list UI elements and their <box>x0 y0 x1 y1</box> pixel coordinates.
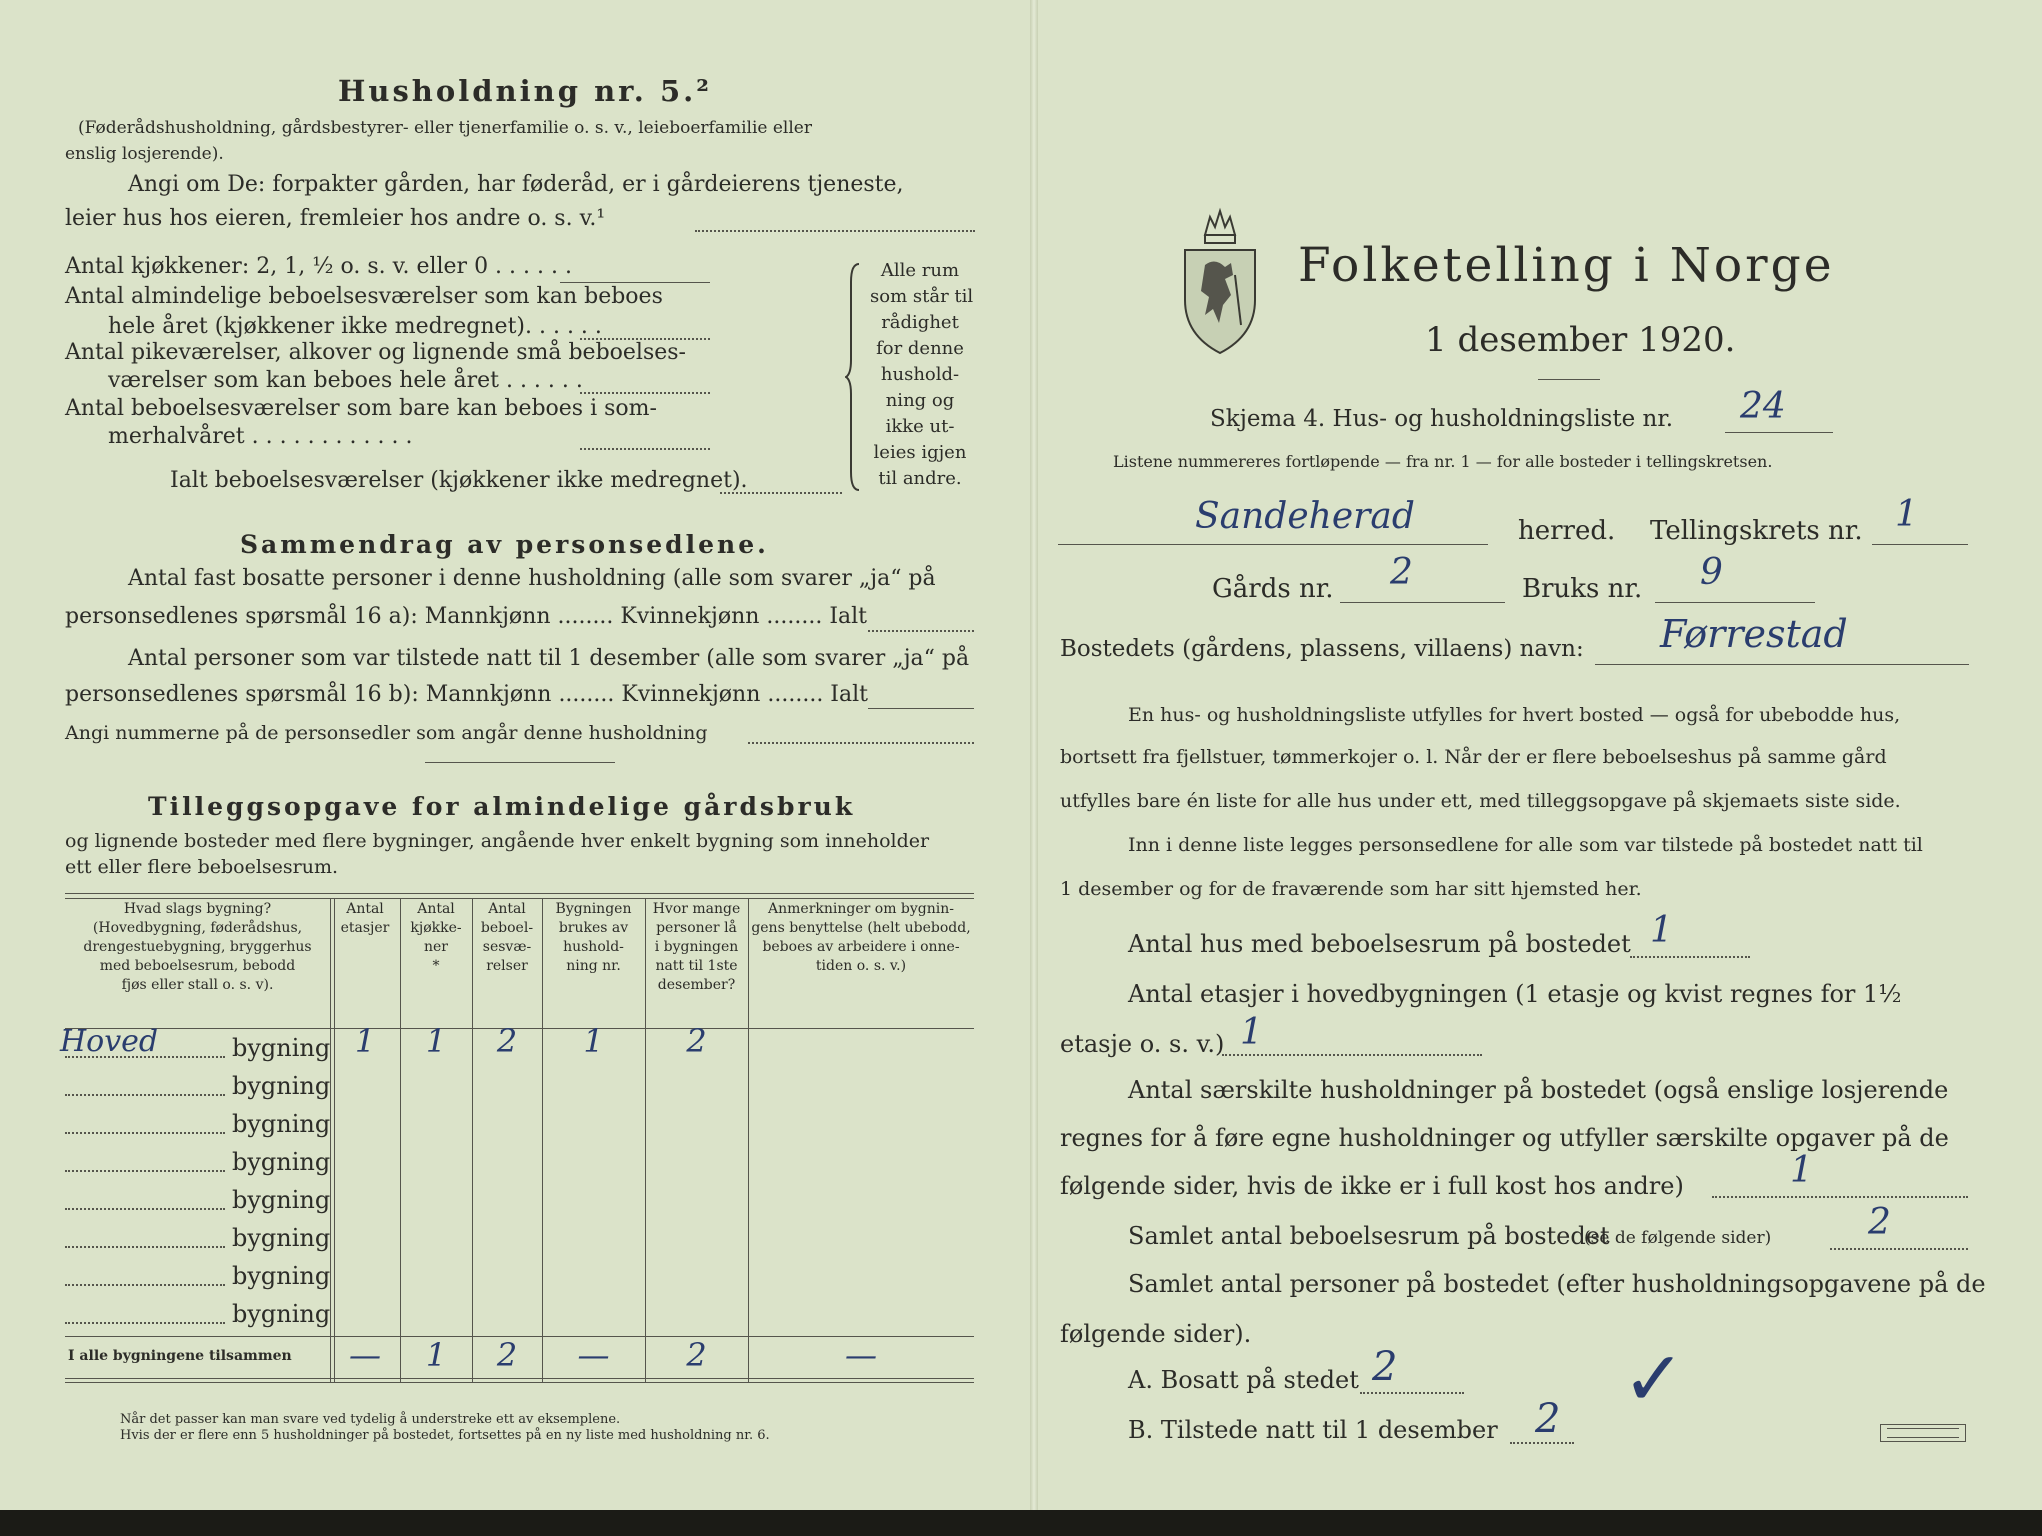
saerskilte-line2: regnes for å føre egne husholdninger og utfyller særskilte opgaver på de <box>1060 1124 1949 1152</box>
etasjer-line2: etasje o. s. v.) <box>1060 1030 1225 1058</box>
pikevaerelser-line2: værelser som kan beboes hele året . . . . . . <box>108 368 583 393</box>
table-cell-vaerelser: 2 <box>496 1022 518 1060</box>
table-header-cell: Hvad slags bygning? (Hovedbygning, føderådshus, drengestuebygning, bryggerhus med beboelsesrum, bebodd fjøs eller stall o. s. v). <box>83 901 312 993</box>
etasjer-answer-line <box>1222 1054 1482 1056</box>
fast-bosatte-line1: Antal fast bosatte personer i denne husholdning (alle som svarer „ja“ på <box>128 566 936 591</box>
building-type-line <box>65 1132 225 1134</box>
para1-line1: En hus- og husholdningsliste utfylles for hvert bosted — også for ubebodde hus, <box>1128 704 1901 726</box>
footnote-line2: Hvis der er flere enn 5 husholdninger på bostedet, fortsettes på en ny liste med husholdning nr. 6. <box>120 1428 770 1443</box>
samlet-personer-line2: følgende sider). <box>1060 1320 1252 1348</box>
tellingskrets-label: Tellingskrets nr. <box>1650 516 1863 546</box>
nummerne-label: Angi nummerne på de personsedler som angår denne husholdning <box>65 722 708 744</box>
building-type-line <box>65 1284 225 1286</box>
sommer-answer-line <box>580 448 710 450</box>
sommer-line2: merhalvåret . . . . . . . . . . . . <box>108 424 413 449</box>
hus-line <box>1630 956 1750 958</box>
table-column-divider <box>334 899 335 1382</box>
table-top-rule <box>65 898 974 899</box>
angi-line1: Angi om De: forpakter gården, har føderåd, er i gårdeierens tjeneste, <box>128 172 904 197</box>
norway-coat-of-arms-icon <box>1175 205 1265 355</box>
tilstede-natt-answer-line <box>1510 1442 1574 1444</box>
table-cell-husholdning: 1 <box>583 1022 604 1060</box>
samlet-personer-line1: Samlet antal personer på bostedet (efter husholdningsopgavene på de <box>1128 1270 1986 1298</box>
bosted-label: Bostedets (gårdens, plassens, villaens) navn: <box>1060 636 1584 662</box>
kjokkener-answer-line <box>560 282 710 283</box>
table-header-cell: Bygningen brukes av hushold- ning nr. <box>555 901 632 974</box>
samlet-rum-label: Samlet antal beboelsesrum på bostedet <box>1128 1222 1610 1250</box>
building-row-label: bygning <box>232 1110 331 1138</box>
herred-label: herred. <box>1518 516 1616 546</box>
saerskilte-line3: følgende sider, hvis de ikke er i full kost hos andre) <box>1060 1172 1684 1200</box>
printer-stamp <box>1880 1424 1966 1442</box>
brace-note-line: til andre. <box>878 468 962 489</box>
page-fold <box>1030 0 1038 1510</box>
total-row-label: I alle bygningene tilsammen <box>68 1348 292 1364</box>
bruks-label: Bruks nr. <box>1522 574 1643 604</box>
brace-icon <box>845 262 865 492</box>
sammendrag-title: Sammendrag av personsedlene. <box>240 530 769 559</box>
building-row-label: bygning <box>232 1300 331 1328</box>
samlet-rum-value: 2 <box>1868 1202 1891 1243</box>
table-cell-kjokkener: 1 <box>425 1022 447 1060</box>
table-header-cell: Anmerkninger om bygnin- gens benyttelse (helt ubebodd, beboes av arbeidere i onne- tiden o. s. v.) <box>751 901 971 974</box>
table-bottom-rule <box>65 1378 974 1379</box>
saerskilte-answer-line <box>1712 1196 1968 1198</box>
hus-label: Antal hus med beboelsesrum på bostedet <box>1128 930 1631 958</box>
brace-note-line: for denne <box>876 338 964 359</box>
etasjer-value: 1 <box>1240 1012 1263 1053</box>
date-divider <box>1538 379 1600 380</box>
samlet-rum-note: (se de følgende sider) <box>1584 1228 1772 1248</box>
fast-bosatte-line2: personsedlenes spørsmål 16 a): Mannkjønn ........ Kvinnekjønn ........ Ialt <box>65 604 868 629</box>
total-cell-anm: — <box>845 1336 877 1374</box>
bruks-line <box>1655 602 1815 603</box>
table-header-cell: Antal beboel- sesvæ- relser <box>480 901 534 974</box>
listene-note: Listene nummereres fortløpende — fra nr. 1 — for alle bosteder i tellingskretsen. <box>1113 452 1773 471</box>
total-cell-personer: 2 <box>686 1336 707 1374</box>
etasjer-line1: Antal etasjer i hovedbygningen (1 etasje og kvist regnes for 1½ <box>1128 980 1902 1008</box>
table-bottom-rule <box>65 1382 974 1383</box>
household-subtitle-line2: enslig losjerende). <box>65 144 224 164</box>
building-type-line <box>65 1246 225 1248</box>
samlet-rum-answer-line <box>1830 1248 1968 1250</box>
bosatt-label: A. Bosatt på stedet <box>1128 1366 1359 1394</box>
building-row-label: bygning <box>232 1224 331 1252</box>
ialt-vaerelser-answer-line <box>720 492 842 494</box>
almindelige-line2: hele året (kjøkkener ikke medregnet). . . . . . <box>108 314 602 339</box>
brace-note-line: hushold- <box>880 364 960 385</box>
brace-note-line: som står til <box>870 286 974 307</box>
brace-note-line: ikke ut- <box>885 416 955 437</box>
brace-note-line: rådighet <box>881 312 959 333</box>
kjokkener-label: Antal kjøkkener: 2, 1, ½ o. s. v. eller 0 . . . . . . <box>65 254 572 279</box>
bosted-line <box>1595 664 1969 665</box>
ialt-vaerelser-label: Ialt beboelsesværelser (kjøkkener ikke medregnet). <box>170 468 748 493</box>
building-type-value: Hoved <box>60 1024 159 1059</box>
table-cell-personer: 2 <box>686 1022 707 1060</box>
tellingskrets-value: 1 <box>1895 494 1918 535</box>
table-cell-etasjer: 1 <box>354 1022 376 1060</box>
angi-answer-line <box>695 230 975 232</box>
para2-line1: Inn i denne liste legges personsedlene for alle som var tilstede på bostedet natt til <box>1128 834 1923 856</box>
table-header-cell: Antal etasjer <box>340 901 390 936</box>
check-mark: ✓ <box>1622 1334 1686 1423</box>
para1-line2: bortsett fra fjellstuer, tømmerkojer o. l. Når der er flere beboelseshus på samme gård <box>1060 746 1887 768</box>
footnote-line1: Når det passer kan man svare ved tydelig å understreke ett av eksemplene. <box>120 1412 621 1427</box>
tillegg-line1: og lignende bosteder med flere bygninger, angående hver enkelt bygning som inneholder <box>65 830 930 852</box>
tilstede-line2: personsedlenes spørsmål 16 b): Mannkjønn ........ Kvinnekjønn ........ Ialt <box>65 682 868 707</box>
gards-line <box>1340 602 1505 603</box>
building-type-line <box>65 1094 225 1096</box>
bosatt-value: 2 <box>1372 1344 1398 1390</box>
saerskilte-line1: Antal særskilte husholdninger på bostedet (også enslige losjerende <box>1128 1076 1949 1104</box>
tilstede-natt-value: 2 <box>1535 1396 1561 1442</box>
total-cell-etasjer: — <box>349 1336 381 1374</box>
hus-value: 1 <box>1650 910 1673 951</box>
skjema-nr-value: 24 <box>1740 386 1786 427</box>
table-header-cell: Antal kjøkke- ner * <box>410 901 462 974</box>
building-type-line <box>65 1056 225 1058</box>
bosted-value: Førrestad <box>1660 612 1848 656</box>
tillegg-line2: ett eller flere beboelsesrum. <box>65 856 339 878</box>
total-cell-kjokkener: 1 <box>425 1336 447 1374</box>
saerskilte-value: 1 <box>1790 1150 1813 1191</box>
building-row-label: bygning <box>232 1072 331 1100</box>
brace-note-line: leies igjen <box>873 442 967 463</box>
herred-value: Sandeherad <box>1195 496 1415 537</box>
total-cell-husholdning: — <box>577 1336 610 1374</box>
section-divider <box>425 762 615 763</box>
table-top-rule <box>65 893 974 894</box>
para2-line2: 1 desember og for de fraværende som har sitt hjemsted her. <box>1060 878 1642 900</box>
bruks-value: 9 <box>1700 552 1723 593</box>
skjema-label: Skjema 4. Hus- og husholdningsliste nr. <box>1210 406 1674 432</box>
building-row-label: bygning <box>232 1262 331 1290</box>
tilstede-line1: Antal personer som var tilstede natt til 1 desember (alle som svarer „ja“ på <box>128 646 970 671</box>
tilstede-natt-label: B. Tilstede natt til 1 desember <box>1128 1416 1498 1444</box>
almindelige-line1: Antal almindelige beboelsesværelser som kan beboes <box>65 284 663 309</box>
total-cell-vaerelser: 2 <box>496 1336 518 1374</box>
skjema-nr-line <box>1725 432 1833 433</box>
household-title: Husholdning nr. 5.² <box>338 74 712 108</box>
herred-line <box>1058 544 1488 545</box>
pikevaerelser-line1: Antal pikeværelser, alkover og lignende små beboelses- <box>65 340 686 365</box>
nummerne-answer-line <box>748 742 974 744</box>
fast-ialt-answer-line <box>868 630 974 632</box>
angi-line2: leier hus hos eieren, fremleier hos andre o. s. v.¹ <box>65 206 606 231</box>
table-header-cell: Hvor mange personer lå i bygningen natt til 1ste desember? <box>652 901 741 993</box>
building-row-label: bygning <box>232 1148 331 1176</box>
building-type-line <box>65 1322 225 1324</box>
brace-note-line: ning og <box>885 390 955 411</box>
brace-note-line: Alle rum <box>880 260 960 281</box>
census-title: Folketelling i Norge <box>1298 238 1835 293</box>
para1-line3: utfylles bare én liste for alle hus under ett, med tilleggsopgave på skjemaets siste side. <box>1060 790 1901 812</box>
pikevaerelser-answer-line <box>580 392 710 394</box>
household-subtitle-line1: (Føderådshusholdning, gårdsbestyrer- eller tjenerfamilie o. s. v., leieboerfamilie eller <box>78 118 812 138</box>
census-date: 1 desember 1920. <box>1425 320 1736 360</box>
tellingskrets-line <box>1872 544 1968 545</box>
tillegg-title: Tilleggsopgave for almindelige gårdsbruk <box>148 792 856 821</box>
gards-value: 2 <box>1390 552 1413 593</box>
building-row-label: bygning <box>232 1186 331 1214</box>
building-row-label: bygning <box>232 1034 331 1062</box>
bosatt-answer-line <box>1360 1392 1464 1394</box>
tilstede-ialt-answer-line <box>868 708 974 709</box>
building-type-line <box>65 1170 225 1172</box>
building-type-line <box>65 1208 225 1210</box>
sommer-line1: Antal beboelsesværelser som bare kan beboes i som- <box>65 396 657 421</box>
gards-label: Gårds nr. <box>1212 574 1334 604</box>
